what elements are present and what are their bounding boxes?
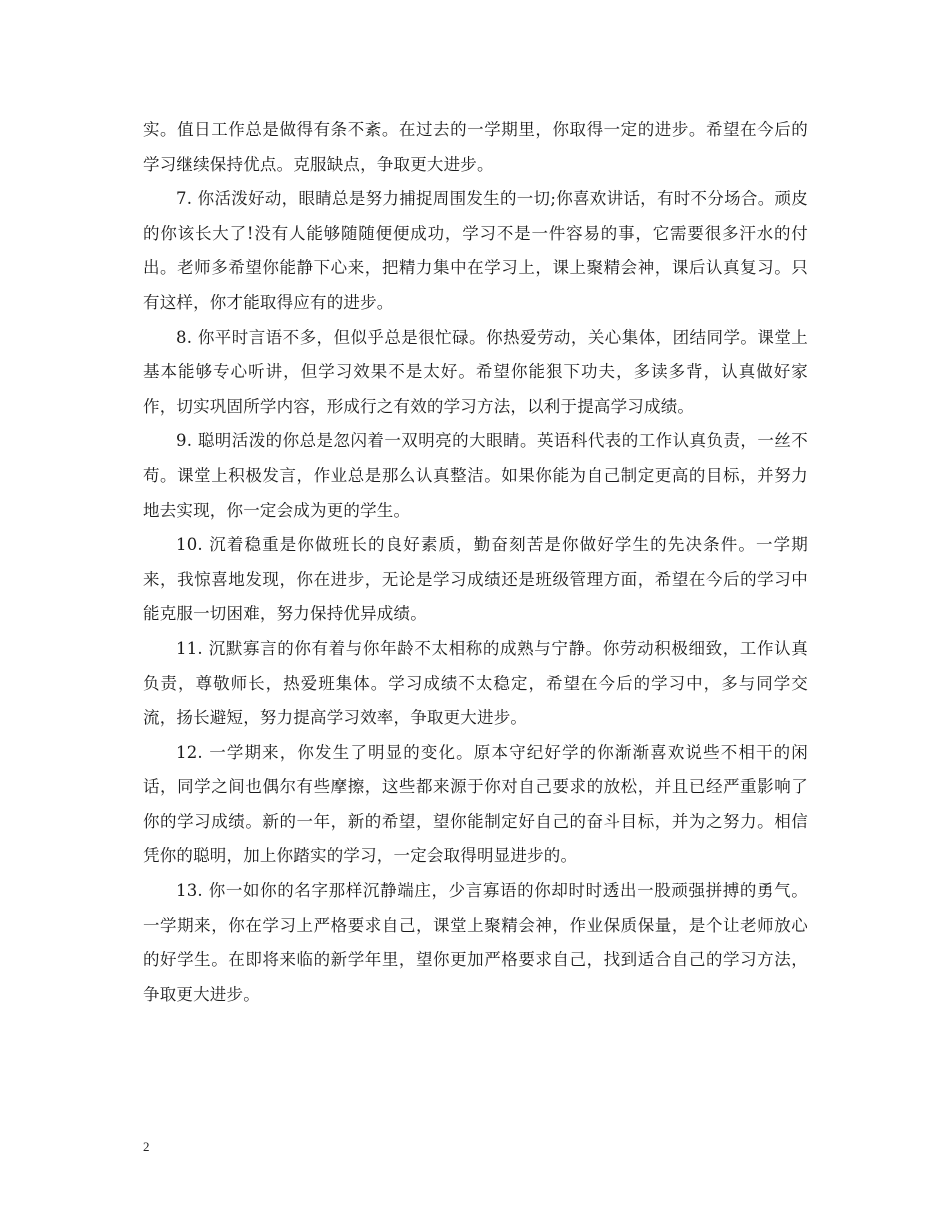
paragraph-continuation: 实。值日工作总是做得有条不紊。在过去的一学期里，你取得一定的进步。希望在今后的学习继续保持优点。克服缺点，争取更大进步。 — [143, 120, 808, 174]
paragraph-12: 12. 一学期来，你发生了明显的变化。原本守纪好学的你渐渐喜欢说些不相干的闲话，同学之间也偶尔有些摩擦，这些都来源于你对自己要求的放松，并且已经严重影响了你的学习成绩。新的一年，新的希望，望你能制定好自己的奋斗目标，并为之努力。相信凭你的聪明，加上你踏实的学习，一定会取得明显进步的。 — [143, 742, 808, 866]
paragraph-10: 10. 沉着稳重是你做班长的良好素质，勤奋刻苦是你做好学生的先决条件。一学期来，我惊喜地发现，你在进步，无论是学习成绩还是班级管理方面，希望在今后的学习中能克服一切困难，努力保持优异成绩。 — [143, 535, 808, 624]
paragraph-13: 13. 你一如你的名字那样沉静端庄，少言寡语的你却时时透出一股顽强拼搏的勇气。一学期来，你在学习上严格要求自己，课堂上聚精会神，作业保质保量，是个让老师放心的好学生。在即将来临的新学年里，望你更加严格要求自己，找到适合自己的学习方法，争取更大进步。 — [143, 881, 808, 1004]
paragraph-11: 11. 沉默寡言的你有着与你年龄不太相称的成熟与宁静。你劳动积极细致，工作认真负责，尊敬师长，热爱班集体。学习成绩不太稳定，希望在今后的学习中，多与同学交流，扬长避短，努力提高学习效率，争取更大进步。 — [143, 638, 808, 728]
paragraph-9: 9. 聪明活泼的你总是忽闪着一双明亮的大眼睛。英语科代表的工作认真负责，一丝不苟。课堂上积极发言，作业总是那么认真整洁。如果你能为自己制定更高的目标，并努力地去实现，你一定会成为更的学生。 — [143, 431, 808, 520]
document-body — [143, 113, 808, 1012]
page-number: 2 — [143, 1139, 150, 1154]
paragraph-8: 8. 你平时言语不多，但似乎总是很忙碌。你热爱劳动，关心集体，团结同学。课堂上基本能够专心听讲，但学习效果不是太好。希望你能狠下功夫，多读多背，认真做好家作，切实巩固所学内容，形成行之有效的学习方法，以利于提高学习成绩。 — [143, 327, 808, 416]
paragraph-7: 7. 你活泼好动，眼睛总是努力捕捉周围发生的一切;你喜欢讲话，有时不分场合。顽皮的你该长大了!没有人能够随随便便成功，学习不是一件容易的事，它需要很多汗水的付出。老师多希望你能静下心来，把精力集中在学习上，课上聚精会神，课后认真复习。只有这样，你才能取得应有的进步。 — [143, 189, 808, 312]
